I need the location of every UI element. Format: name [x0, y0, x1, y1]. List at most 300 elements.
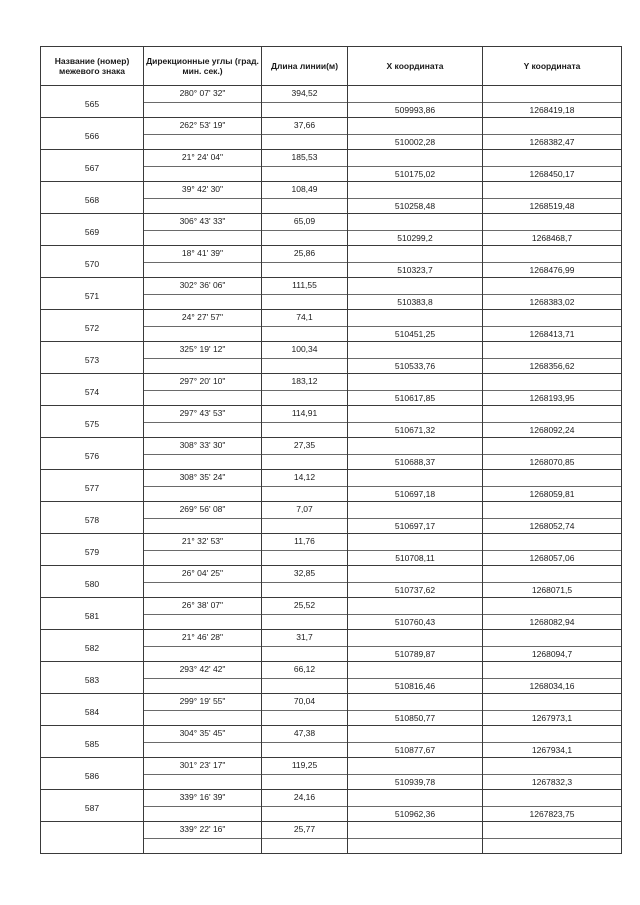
y-coordinate-cell-lower: 1268082,94 — [483, 614, 621, 630]
length-cell-lower — [262, 774, 347, 790]
length-cell — [262, 502, 348, 534]
y-coordinate-cell-lower: 1268070,85 — [483, 454, 621, 470]
table-row — [41, 182, 622, 214]
length-cell — [262, 790, 348, 822]
table-row — [41, 470, 622, 502]
x-coordinate-cell-upper — [348, 214, 482, 229]
angle-cell-upper: 297° 43' 53" — [179, 408, 226, 418]
table-row — [41, 630, 622, 662]
length-cell-lower — [262, 230, 347, 246]
angle-cell — [144, 470, 262, 502]
x-coordinate-cell-upper — [348, 470, 482, 485]
marker-number — [41, 470, 144, 502]
length-cell — [262, 470, 348, 502]
y-coordinate-cell-lower: 1267832,3 — [483, 774, 621, 790]
y-coordinate-cell — [483, 822, 622, 854]
angle-cell — [144, 822, 262, 854]
x-coordinate-cell-lower: 510962,36 — [348, 806, 482, 822]
x-coordinate-cell-upper — [348, 822, 482, 837]
angle-cell-lower — [144, 294, 261, 310]
length-cell-upper: 7,07 — [296, 504, 313, 514]
marker-label: 568 — [84, 194, 100, 205]
marker-label: 571 — [84, 290, 100, 301]
y-coordinate-cell — [483, 758, 622, 790]
y-coordinate-cell-upper — [483, 86, 621, 101]
length-cell-upper: 394,52 — [291, 88, 318, 98]
y-coordinate-cell — [483, 182, 622, 214]
marker-label: 583 — [84, 674, 100, 685]
length-cell-lower — [262, 550, 347, 566]
length-cell-upper: 25,52 — [293, 600, 316, 610]
y-coordinate-cell-lower: 1268383,02 — [483, 294, 621, 310]
marker-label: 584 — [84, 706, 100, 717]
length-cell-lower — [262, 134, 347, 150]
length-cell — [262, 310, 348, 342]
y-coordinate-cell-lower: 1268450,17 — [483, 166, 621, 182]
x-coordinate-cell-lower: 510697,17 — [348, 518, 482, 534]
angle-cell-lower — [144, 742, 261, 758]
angle-cell-lower — [144, 166, 261, 182]
length-cell-lower — [262, 294, 347, 310]
marker-number — [41, 214, 144, 246]
angle-cell-upper: 262° 53' 19" — [179, 120, 226, 130]
table-row — [41, 534, 622, 566]
angle-cell — [144, 630, 262, 662]
y-coordinate-cell — [483, 118, 622, 150]
y-coordinate-cell — [483, 726, 622, 758]
marker-number — [41, 182, 144, 214]
length-cell-upper: 25,86 — [293, 248, 316, 258]
marker-label: 566 — [84, 130, 100, 141]
y-coordinate-cell-lower: 1267934,1 — [483, 742, 621, 758]
angle-cell-upper: 21° 46' 28" — [181, 632, 224, 642]
y-coordinate-cell-lower: 1267823,75 — [483, 806, 621, 822]
length-cell-lower — [262, 454, 347, 470]
angle-cell — [144, 438, 262, 470]
y-coordinate-cell-upper — [483, 342, 621, 357]
length-cell-upper: 100,34 — [291, 344, 318, 354]
y-coordinate-cell — [483, 470, 622, 502]
angle-cell-upper: 269° 56' 08" — [179, 504, 226, 514]
table-row — [41, 438, 622, 470]
length-cell-upper: 31,7 — [296, 632, 313, 642]
x-coordinate-cell-lower: 510789,87 — [348, 646, 482, 662]
y-coordinate-cell-lower: 1268413,71 — [483, 326, 621, 342]
marker-number — [41, 86, 144, 118]
x-coordinate-cell-lower: 510708,11 — [348, 550, 482, 566]
table-row — [41, 566, 622, 598]
marker-number — [41, 406, 144, 438]
header-marker: Название (номер) межевого знака — [41, 47, 144, 86]
x-coordinate-cell-upper — [348, 182, 482, 197]
length-cell-upper: 108,49 — [291, 184, 318, 194]
angle-cell-lower — [144, 454, 261, 470]
angle-cell-lower — [144, 550, 261, 566]
x-coordinate-cell-lower: 510451,25 — [348, 326, 482, 342]
table-row — [41, 726, 622, 758]
length-cell-lower — [262, 582, 347, 598]
x-coordinate-cell-upper — [348, 438, 482, 453]
y-coordinate-cell-lower: 1268059,81 — [483, 486, 621, 502]
angle-cell-lower — [144, 230, 261, 246]
y-coordinate-cell — [483, 214, 622, 246]
table-header-row — [41, 47, 622, 86]
y-coordinate-cell — [483, 150, 622, 182]
y-coordinate-cell-upper — [483, 662, 621, 677]
y-coordinate-cell-upper — [483, 150, 621, 165]
table-row — [41, 822, 622, 854]
length-cell-lower — [262, 678, 347, 694]
angle-cell — [144, 502, 262, 534]
x-coordinate-cell-lower: 510299,2 — [348, 230, 482, 246]
length-cell-lower — [262, 742, 347, 758]
angle-cell-upper: 297° 20' 10" — [179, 376, 226, 386]
length-cell-lower — [262, 614, 347, 630]
table-body — [41, 86, 622, 854]
x-coordinate-cell-lower: 510939,78 — [348, 774, 482, 790]
length-cell-upper: 74,1 — [296, 312, 313, 322]
table-row — [41, 406, 622, 438]
x-coordinate-cell-upper — [348, 598, 482, 613]
length-cell-lower — [262, 102, 347, 118]
header-length: Длина линии(м) — [262, 47, 348, 86]
x-coordinate-cell — [348, 342, 483, 374]
angle-cell — [144, 662, 262, 694]
angle-cell-upper: 24° 27' 57" — [181, 312, 224, 322]
length-cell-lower — [262, 390, 347, 406]
y-coordinate-cell — [483, 86, 622, 118]
x-coordinate-cell-upper — [348, 758, 482, 773]
angle-cell-upper: 21° 24' 04" — [181, 152, 224, 162]
angle-cell-lower — [144, 358, 261, 374]
marker-number — [41, 150, 144, 182]
marker-label: 577 — [84, 482, 100, 493]
table-row — [41, 502, 622, 534]
x-coordinate-cell — [348, 214, 483, 246]
y-coordinate-cell-lower: 1268057,06 — [483, 550, 621, 566]
x-coordinate-cell-lower: 510002,28 — [348, 134, 482, 150]
angle-cell — [144, 598, 262, 630]
marker-label: 574 — [84, 386, 100, 397]
y-coordinate-cell-upper — [483, 310, 621, 325]
marker-label: 578 — [84, 514, 100, 525]
length-cell-lower — [262, 838, 347, 854]
angle-cell-upper: 26° 04' 25" — [181, 568, 224, 578]
marker-label: 573 — [84, 354, 100, 365]
table-row — [41, 214, 622, 246]
length-cell-upper: 27,35 — [293, 440, 316, 450]
y-coordinate-cell — [483, 598, 622, 630]
angle-cell — [144, 758, 262, 790]
marker-label: 582 — [84, 642, 100, 653]
header-x-coordinate: X координата — [348, 47, 483, 86]
angle-cell-lower — [144, 838, 261, 854]
x-coordinate-cell-lower: 510688,37 — [348, 454, 482, 470]
x-coordinate-cell — [348, 694, 483, 726]
length-cell-lower — [262, 518, 347, 534]
x-coordinate-cell-lower: 510175,02 — [348, 166, 482, 182]
x-coordinate-cell-upper — [348, 150, 482, 165]
header-angle: Дирекционные углы (град. мин. сек.) — [144, 47, 262, 86]
x-coordinate-cell-lower: 510383,8 — [348, 294, 482, 310]
table-row — [41, 86, 622, 118]
x-coordinate-cell-upper — [348, 662, 482, 677]
y-coordinate-cell-lower: 1268468,7 — [483, 230, 621, 246]
x-coordinate-cell — [348, 182, 483, 214]
length-cell — [262, 598, 348, 630]
marker-number — [41, 822, 144, 854]
x-coordinate-cell-upper — [348, 342, 482, 357]
length-cell — [262, 566, 348, 598]
x-coordinate-cell-lower: 509993,86 — [348, 102, 482, 118]
y-coordinate-cell-upper — [483, 566, 621, 581]
length-cell — [262, 694, 348, 726]
angle-cell — [144, 566, 262, 598]
length-cell — [262, 438, 348, 470]
length-cell — [262, 150, 348, 182]
angle-cell-upper: 304° 35' 45" — [179, 728, 226, 738]
x-coordinate-cell-lower: 510323,7 — [348, 262, 482, 278]
y-coordinate-cell-upper — [483, 822, 621, 837]
length-cell-lower — [262, 422, 347, 438]
y-coordinate-cell-upper — [483, 278, 621, 293]
length-cell-lower — [262, 166, 347, 182]
angle-cell-upper: 308° 33' 30" — [179, 440, 226, 450]
marker-label: 565 — [84, 98, 100, 109]
length-cell-lower — [262, 646, 347, 662]
y-coordinate-cell — [483, 566, 622, 598]
angle-cell-upper: 306° 43' 33" — [179, 216, 226, 226]
length-cell-upper: 114,91 — [291, 408, 318, 418]
table-row — [41, 342, 622, 374]
y-coordinate-cell — [483, 630, 622, 662]
length-cell-upper: 65,09 — [293, 216, 316, 226]
x-coordinate-cell — [348, 598, 483, 630]
x-coordinate-cell — [348, 118, 483, 150]
x-coordinate-cell-upper — [348, 86, 482, 101]
x-coordinate-cell — [348, 566, 483, 598]
marker-label: 580 — [84, 578, 100, 589]
x-coordinate-cell — [348, 470, 483, 502]
x-coordinate-cell-upper — [348, 534, 482, 549]
x-coordinate-cell-lower: 510697,18 — [348, 486, 482, 502]
length-cell-upper: 183,12 — [291, 376, 318, 386]
table-row — [41, 118, 622, 150]
angle-cell — [144, 694, 262, 726]
table-row — [41, 694, 622, 726]
y-coordinate-cell-upper — [483, 214, 621, 229]
x-coordinate-cell-lower — [348, 838, 482, 854]
x-coordinate-cell — [348, 246, 483, 278]
x-coordinate-cell-upper — [348, 726, 482, 741]
y-coordinate-cell-upper — [483, 598, 621, 613]
x-coordinate-cell — [348, 86, 483, 118]
y-coordinate-cell-lower: 1268034,16 — [483, 678, 621, 694]
y-coordinate-cell-lower: 1267973,1 — [483, 710, 621, 726]
marker-number — [41, 758, 144, 790]
table-row — [41, 598, 622, 630]
y-coordinate-cell — [483, 662, 622, 694]
angle-cell-lower — [144, 614, 261, 630]
y-coordinate-cell-lower: 1268052,74 — [483, 518, 621, 534]
length-cell-upper: 14,12 — [293, 472, 316, 482]
length-cell — [262, 342, 348, 374]
angle-cell — [144, 310, 262, 342]
x-coordinate-cell — [348, 534, 483, 566]
length-cell — [262, 662, 348, 694]
length-cell — [262, 118, 348, 150]
angle-cell — [144, 150, 262, 182]
angle-cell-upper: 21° 32' 53" — [181, 536, 224, 546]
y-coordinate-cell — [483, 790, 622, 822]
length-cell — [262, 822, 348, 854]
marker-number — [41, 662, 144, 694]
length-cell-upper: 47,38 — [293, 728, 316, 738]
x-coordinate-cell — [348, 822, 483, 854]
x-coordinate-cell — [348, 790, 483, 822]
table-row — [41, 374, 622, 406]
y-coordinate-cell — [483, 502, 622, 534]
length-cell-upper: 32,85 — [293, 568, 316, 578]
angle-cell-lower — [144, 806, 261, 822]
y-coordinate-cell-lower: 1268094,7 — [483, 646, 621, 662]
marker-number — [41, 566, 144, 598]
y-coordinate-cell-lower: 1268356,62 — [483, 358, 621, 374]
length-cell-upper: 111,55 — [292, 280, 317, 290]
length-cell — [262, 246, 348, 278]
y-coordinate-cell-lower: 1268476,99 — [483, 262, 621, 278]
angle-cell-upper: 299° 19' 55" — [179, 696, 226, 706]
length-cell-upper: 24,16 — [293, 792, 316, 802]
length-cell-lower — [262, 710, 347, 726]
marker-number — [41, 694, 144, 726]
y-coordinate-cell-lower: 1268519,48 — [483, 198, 621, 214]
x-coordinate-cell-lower: 510671,32 — [348, 422, 482, 438]
marker-number — [41, 342, 144, 374]
y-coordinate-cell-lower: 1268193,95 — [483, 390, 621, 406]
table-row — [41, 150, 622, 182]
angle-cell — [144, 534, 262, 566]
x-coordinate-cell-lower: 510258,48 — [348, 198, 482, 214]
x-coordinate-cell — [348, 630, 483, 662]
angle-cell — [144, 214, 262, 246]
length-cell — [262, 86, 348, 118]
x-coordinate-cell — [348, 502, 483, 534]
x-coordinate-cell-upper — [348, 310, 482, 325]
length-cell-lower — [262, 806, 347, 822]
y-coordinate-cell-upper — [483, 534, 621, 549]
x-coordinate-cell-upper — [348, 406, 482, 421]
length-cell-upper: 37,66 — [293, 120, 316, 130]
angle-cell-lower — [144, 390, 261, 406]
angle-cell-upper: 302° 36' 06" — [179, 280, 226, 290]
y-coordinate-cell — [483, 534, 622, 566]
angle-cell — [144, 726, 262, 758]
table-row — [41, 662, 622, 694]
angle-cell — [144, 278, 262, 310]
x-coordinate-cell — [348, 662, 483, 694]
angle-cell-lower — [144, 326, 261, 342]
x-coordinate-cell-upper — [348, 694, 482, 709]
length-cell — [262, 374, 348, 406]
length-cell-lower — [262, 262, 347, 278]
x-coordinate-cell-upper — [348, 790, 482, 805]
angle-cell-upper: 39° 42' 30" — [181, 184, 224, 194]
y-coordinate-cell-lower: 1268092,24 — [483, 422, 621, 438]
marker-number — [41, 598, 144, 630]
angle-cell-lower — [144, 518, 261, 534]
x-coordinate-cell-lower: 510877,67 — [348, 742, 482, 758]
marker-label: 585 — [84, 738, 100, 749]
angle-cell-lower — [144, 678, 261, 694]
table-row — [41, 246, 622, 278]
length-cell-lower — [262, 486, 347, 502]
angle-cell — [144, 406, 262, 438]
y-coordinate-cell — [483, 438, 622, 470]
length-cell-upper: 25,77 — [293, 824, 316, 834]
y-coordinate-cell-upper — [483, 470, 621, 485]
length-cell-lower — [262, 198, 347, 214]
marker-number — [41, 726, 144, 758]
marker-label: 579 — [84, 546, 100, 557]
angle-cell — [144, 246, 262, 278]
angle-cell-lower — [144, 422, 261, 438]
angle-cell-lower — [144, 486, 261, 502]
x-coordinate-cell — [348, 310, 483, 342]
length-cell — [262, 534, 348, 566]
angle-cell-lower — [144, 774, 261, 790]
angle-cell-lower — [144, 582, 261, 598]
x-coordinate-cell — [348, 758, 483, 790]
y-coordinate-cell-upper — [483, 246, 621, 261]
angle-cell-lower — [144, 102, 261, 118]
marker-number — [41, 246, 144, 278]
x-coordinate-cell — [348, 406, 483, 438]
marker-label: 569 — [84, 226, 100, 237]
length-cell — [262, 406, 348, 438]
angle-cell — [144, 790, 262, 822]
x-coordinate-cell-upper — [348, 246, 482, 261]
marker-label: 576 — [84, 450, 100, 461]
marker-number — [41, 534, 144, 566]
marker-number — [41, 790, 144, 822]
table-row — [41, 278, 622, 310]
marker-label: 587 — [84, 802, 100, 813]
x-coordinate-cell-upper — [348, 566, 482, 581]
x-coordinate-cell — [348, 150, 483, 182]
length-cell-upper: 66,12 — [293, 664, 316, 674]
length-cell — [262, 726, 348, 758]
x-coordinate-cell-lower: 510737,62 — [348, 582, 482, 598]
x-coordinate-cell-upper — [348, 502, 482, 517]
y-coordinate-cell — [483, 310, 622, 342]
y-coordinate-cell-upper — [483, 726, 621, 741]
marker-label: 567 — [84, 162, 100, 173]
y-coordinate-cell-upper — [483, 406, 621, 421]
length-cell — [262, 630, 348, 662]
marker-number — [41, 310, 144, 342]
x-coordinate-cell-upper — [348, 374, 482, 389]
marker-number — [41, 118, 144, 150]
marker-label: 572 — [84, 322, 100, 333]
length-cell-lower — [262, 326, 347, 342]
angle-cell-lower — [144, 134, 261, 150]
y-coordinate-cell — [483, 342, 622, 374]
y-coordinate-cell-upper — [483, 182, 621, 197]
header-y-coordinate: Y координата — [483, 47, 622, 86]
x-coordinate-cell-lower: 510816,46 — [348, 678, 482, 694]
y-coordinate-cell-upper — [483, 630, 621, 645]
